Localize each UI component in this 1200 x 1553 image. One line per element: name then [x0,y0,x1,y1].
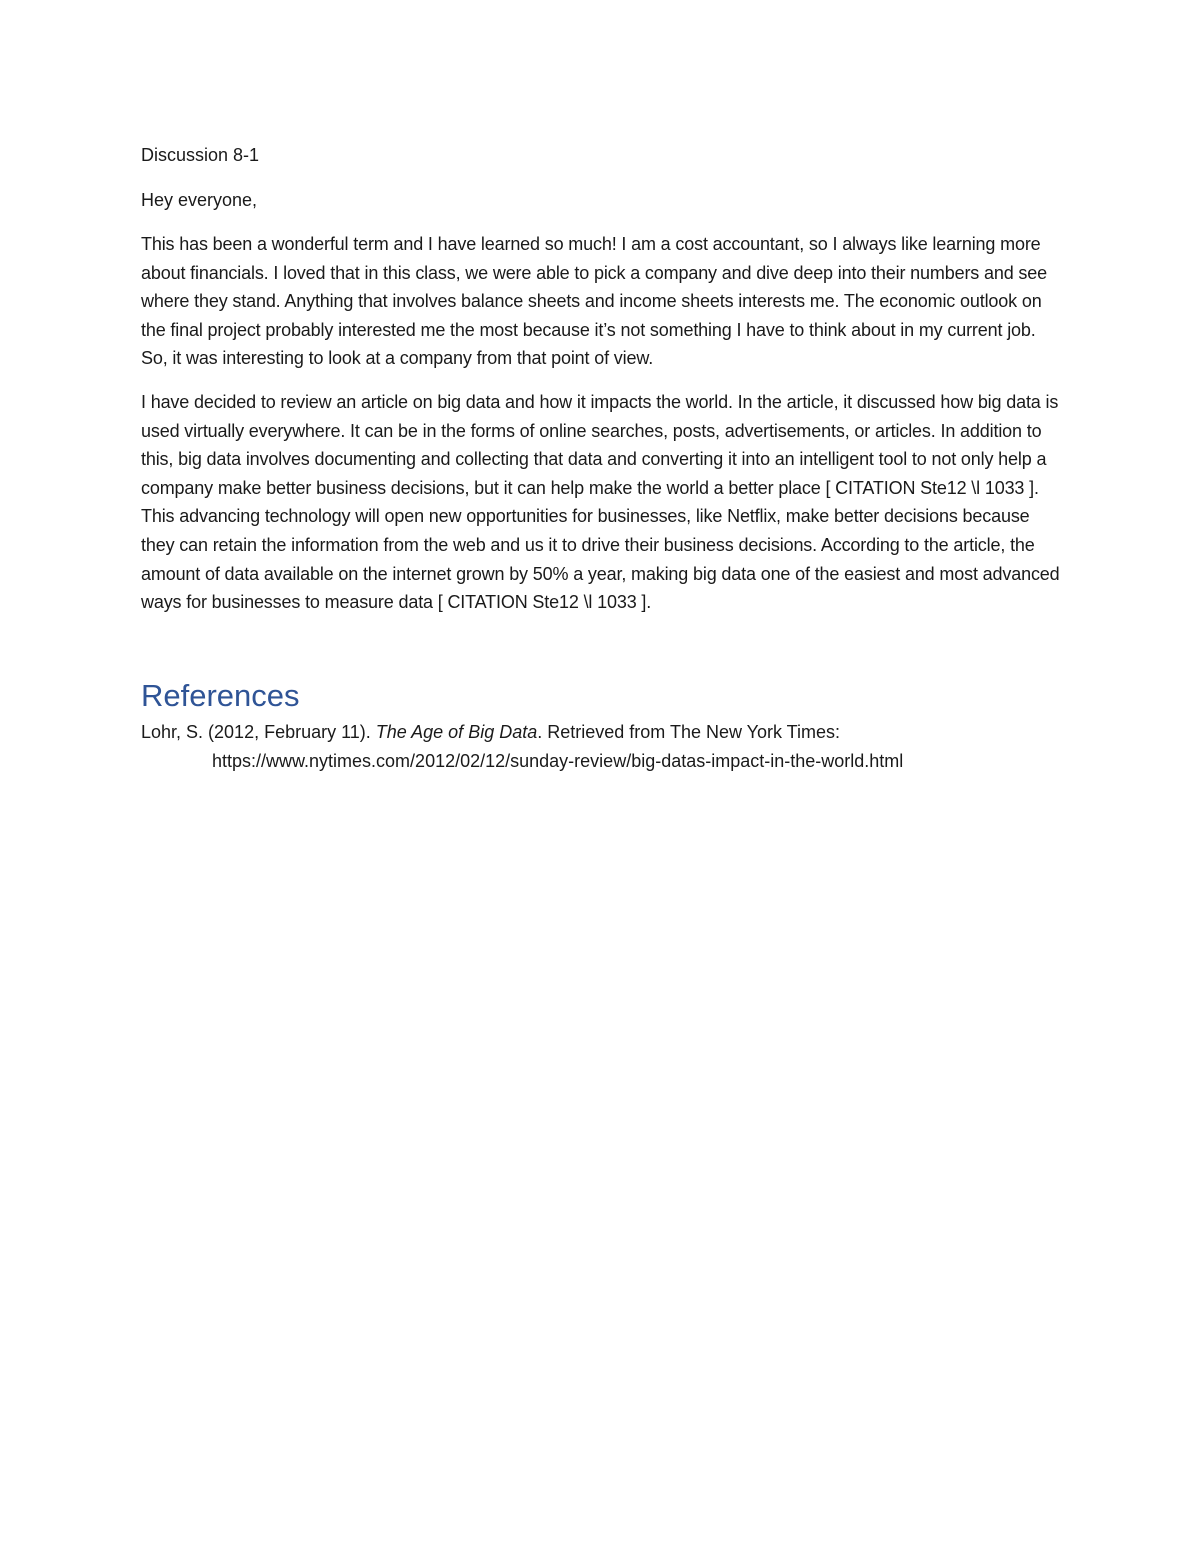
document-title: Discussion 8-1 [141,145,260,165]
paragraph-article-review: I have decided to review an article on big data and how it impacts the world. In the article, it discussed how big data is used virtually everywhere. It can be in the forms of online searches, posts, advertisements, or articles. In addition to this, big data involves documenting and collecting that data and converting it into an intelligent tool to not only help a company make better business decisions, but it can help make the world a better place [ CITATION Ste12 \l 1033 ]. This advancing technology will open new opportunities for businesses, like Netflix, make better decisions because they can retain the information from the web and us it to drive their business decisions. According to the article, the amount of data available on the internet grown by 50% a year, making big data one of the easiest and most advanced ways for businesses to measure data [ CITATION Ste12 \l 1033 ]. [141,391,1060,613]
reference-work-title: The Age of Big Data [375,721,538,742]
paragraph-intro: This has been a wonderful term and I have learned so much! I am a cost accountant, so I always like learning more about financials. I loved that in this class, we were able to pick a company and dive deep into their numbers and see where they stand. Anything that involves balance sheets and income sheets interests me. The economic outlook on the final project probably interested me the most because it’s not something I have to think about in my current job. So, it was interesting to look at a company from that point of view. [141,234,1047,369]
greeting: Hey everyone, [141,190,258,210]
reference-entry [141,718,1061,776]
references-heading: References [141,677,300,713]
reference-author-date: Lohr, S. (2012, February 11). [141,721,376,742]
reference-source: . Retrieved from The New York Times: https://www.nytimes.com/2012/02/12/sunday-review/big-datas-impact-in-the-world.html [212,721,904,771]
document-body [141,141,1061,776]
